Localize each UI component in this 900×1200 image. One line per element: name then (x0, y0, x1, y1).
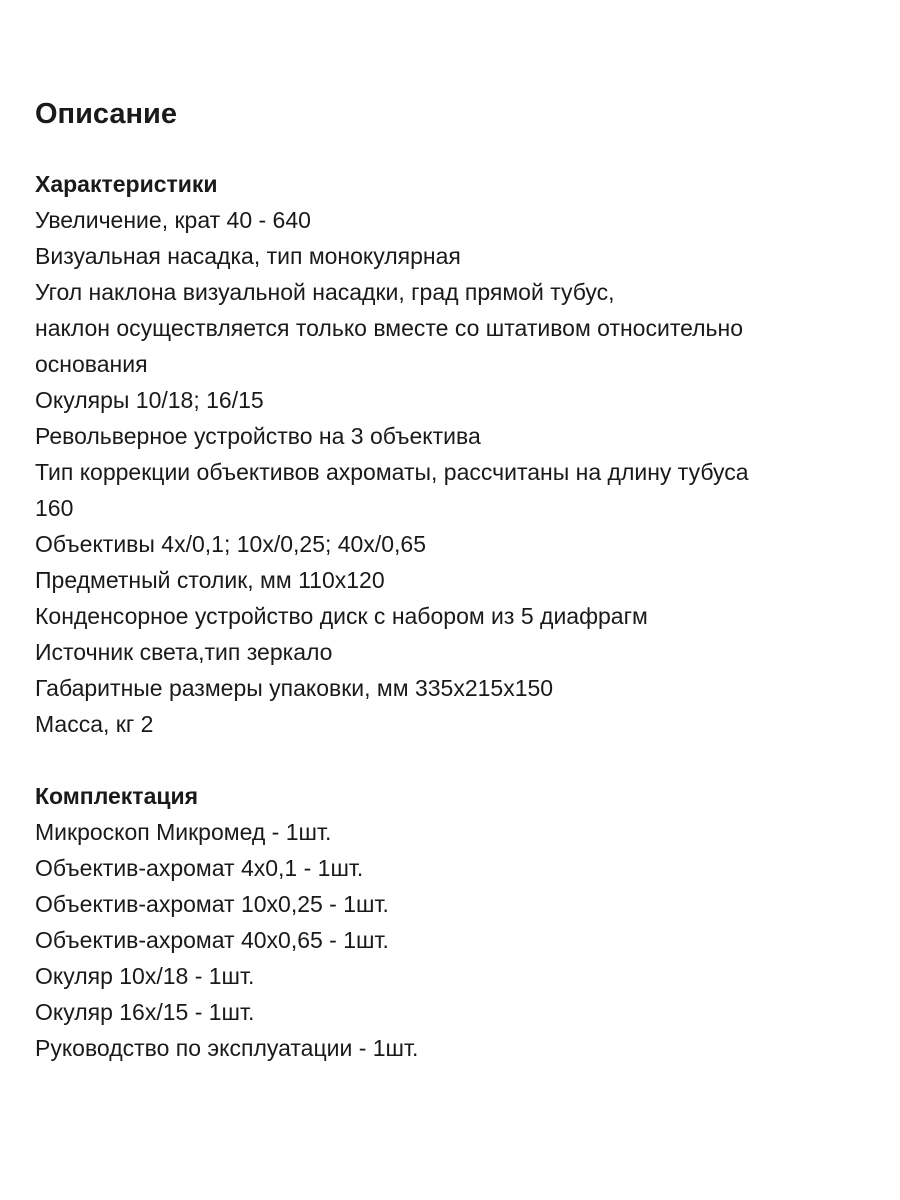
package-line: Объектив-ахромат 10х0,25 - 1шт. (35, 891, 389, 917)
characteristics-line: Увеличение, крат 40 - 640 (35, 207, 311, 233)
characteristics-section (35, 166, 890, 742)
characteristics-line: Объективы 4х/0,1; 10х/0,25; 40х/0,65 (35, 531, 426, 557)
characteristics-line: Угол наклона визуальной насадки, град прямой тубус, (35, 279, 615, 305)
package-line: Окуляр 16х/15 - 1шт. (35, 999, 255, 1025)
package-heading: Комплектация (35, 783, 199, 809)
description-document (35, 94, 890, 1066)
characteristics-line: Конденсорное устройство диск с набором из 5 диафрагм (35, 603, 648, 629)
package-line: Объектив-ахромат 4х0,1 - 1шт. (35, 855, 364, 881)
package-section (35, 778, 890, 1066)
section-spacer (35, 742, 890, 778)
package-line: Окуляр 10х/18 - 1шт. (35, 963, 255, 989)
characteristics-line: основания (35, 351, 148, 377)
characteristics-line: Визуальная насадка, тип монокулярная (35, 243, 461, 269)
characteristics-line: наклон осуществляется только вместе со штативом относительно (35, 315, 744, 341)
characteristics-line: Окуляры 10/18; 16/15 (35, 387, 264, 413)
characteristics-line: Габаритные размеры упаковки, мм 335х215х150 (35, 675, 554, 701)
characteristics-line: Предметный столик, мм 110х120 (35, 567, 385, 593)
characteristics-line: 160 (35, 495, 74, 521)
page-title: Описание (35, 98, 177, 130)
characteristics-line: Револьверное устройство на 3 объектива (35, 423, 481, 449)
characteristics-line: Тип коррекции объективов ахроматы, рассчитаны на длину тубуса (35, 459, 749, 485)
package-line: Руководство по эксплуатации - 1шт. (35, 1035, 419, 1061)
characteristics-line: Масса, кг 2 (35, 711, 154, 737)
characteristics-heading: Характеристики (35, 171, 218, 197)
characteristics-line: Источник света,тип зеркало (35, 639, 333, 665)
package-line: Микроскоп Микромед - 1шт. (35, 819, 332, 845)
package-line: Объектив-ахромат 40х0,65 - 1шт. (35, 927, 389, 953)
